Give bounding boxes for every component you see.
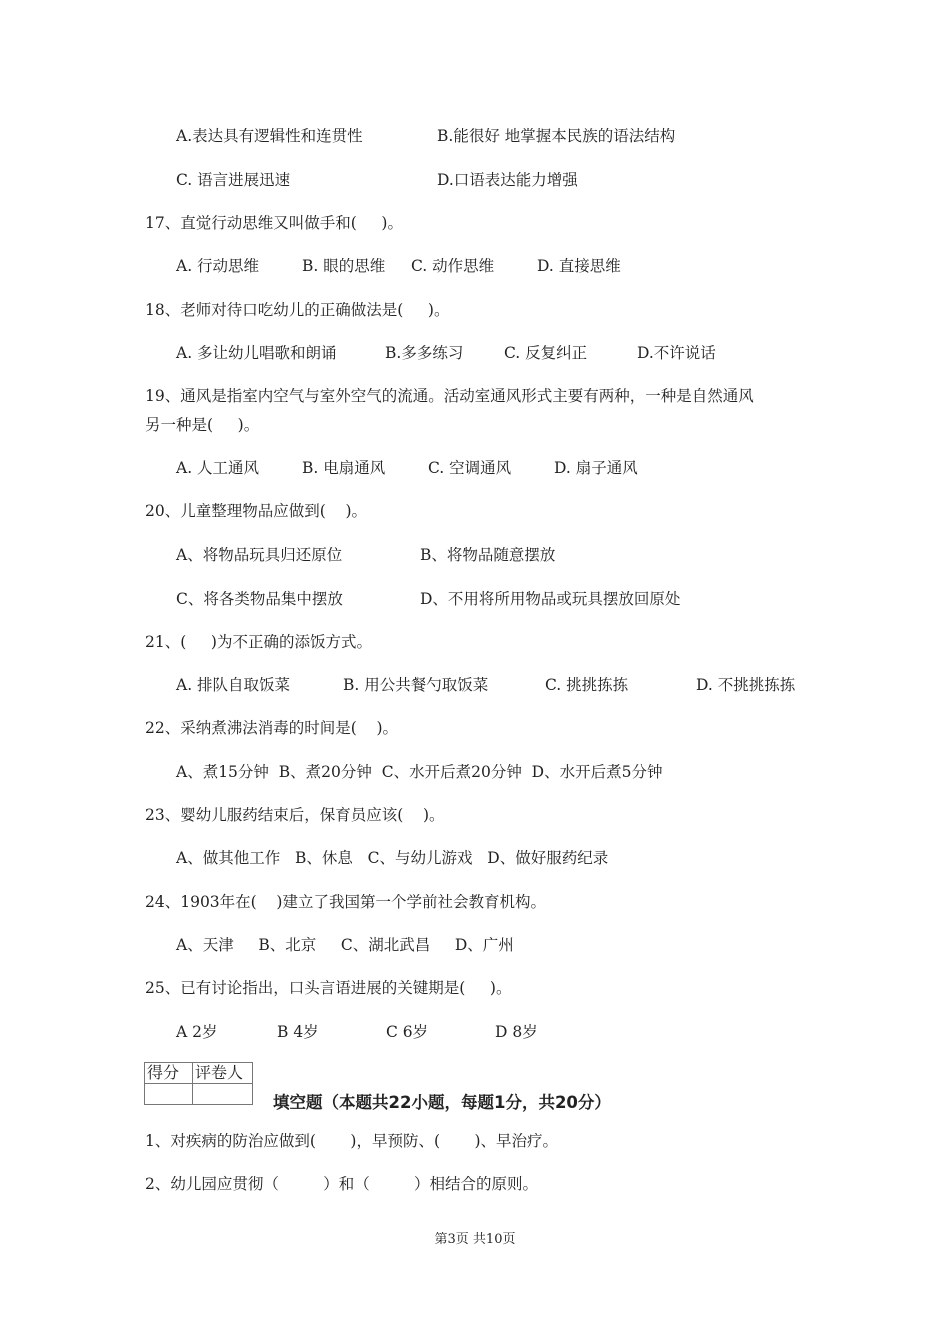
score-table: [144, 1062, 253, 1105]
q21-option-a: A. 排队自取饭菜: [176, 676, 291, 694]
q18-option-b: B.多多练习: [385, 344, 464, 362]
q25-option-d: D 8岁: [495, 1023, 538, 1041]
q19-option-b: B. 电扇通风: [302, 459, 386, 477]
section-title: 填空题（本题共22小题，每题1分，共20分）: [273, 1093, 611, 1112]
q23-question: 23、婴幼儿服药结束后，保育员应该( )。: [145, 806, 445, 824]
fill-question-2: 2、幼儿园应贯彻（ ）和（ ）相结合的原则。: [145, 1175, 539, 1193]
q18-question: 18、老师对待口吃幼儿的正确做法是( )。: [145, 301, 450, 319]
q21-option-d: D. 不挑挑拣拣: [696, 676, 796, 694]
q25-question: 25、已有讨论指出，口头言语进展的关键期是( )。: [145, 979, 512, 997]
q20-question: 20、儿童整理物品应做到( )。: [145, 502, 368, 520]
q19-question-line1: 19、通风是指室内空气与室外空气的流通。活动室通风形式主要有两种，一种是自然通风: [145, 387, 754, 405]
q19-option-a: A. 人工通风: [176, 459, 260, 477]
q21-option-c: C. 挑挑拣拣: [545, 676, 629, 694]
q16-option-a: A.表达具有逻辑性和连贯性: [176, 127, 363, 145]
q16-option-c: C. 语言进展迅速: [176, 171, 291, 189]
q19-option-c: C. 空调通风: [428, 459, 512, 477]
q24-options: A、天津 B、北京 C、湖北武昌 D、广州: [176, 936, 514, 954]
q17-option-c: C. 动作思维: [411, 257, 495, 275]
q17-option-a: A. 行动思维: [176, 257, 260, 275]
q18-option-a: A. 多让幼儿唱歌和朗诵: [176, 344, 337, 362]
q17-option-b: B. 眼的思维: [302, 257, 386, 275]
q17-question: 17、直觉行动思维又叫做手和( )。: [145, 214, 403, 232]
q19-option-d: D. 扇子通风: [554, 459, 638, 477]
q16-option-b: B.能很好 地掌握本民族的语法结构: [437, 127, 676, 145]
q19-question-line2: 另一种是( )。: [145, 416, 260, 434]
score-cell: [145, 1084, 193, 1105]
q22-question: 22、采纳煮沸法消毒的时间是( )。: [145, 719, 399, 737]
q20-option-a: A、将物品玩具归还原位: [176, 546, 343, 564]
q18-option-d: D.不许说话: [637, 344, 716, 362]
page-footer: 第3页 共10页: [434, 1232, 516, 1247]
q20-option-d: D、不用将所用物品或玩具摆放回原处: [420, 590, 681, 608]
q23-options: A、做其他工作 B、休息 C、与幼儿游戏 D、做好服药纪录: [176, 849, 609, 867]
grader-label: 评卷人: [193, 1063, 253, 1084]
q20-option-c: C、将各类物品集中摆放: [176, 590, 343, 608]
q18-option-c: C. 反复纠正: [504, 344, 588, 362]
q22-options: A、煮15分钟 B、煮20分钟 C、水开后煮20分钟 D、水开后煮5分钟: [176, 763, 663, 781]
q25-option-a: A 2岁: [176, 1023, 218, 1041]
grader-cell: [193, 1084, 253, 1105]
q17-option-d: D. 直接思维: [537, 257, 621, 275]
score-label: 得分: [145, 1063, 193, 1084]
fill-question-1: 1、对疾病的防治应做到( )，早预防、( )、早治疗。: [145, 1132, 559, 1150]
q16-option-d: D.口语表达能力增强: [437, 171, 578, 189]
q21-question: 21、( )为不正确的添饭方式。: [145, 633, 372, 651]
q20-option-b: B、将物品随意摆放: [420, 546, 556, 564]
q25-option-b: B 4岁: [277, 1023, 319, 1041]
q24-question: 24、1903年在( )建立了我国第一个学前社会教育机构。: [145, 893, 546, 911]
q25-option-c: C 6岁: [386, 1023, 429, 1041]
q21-option-b: B. 用公共餐勺取饭菜: [343, 676, 489, 694]
